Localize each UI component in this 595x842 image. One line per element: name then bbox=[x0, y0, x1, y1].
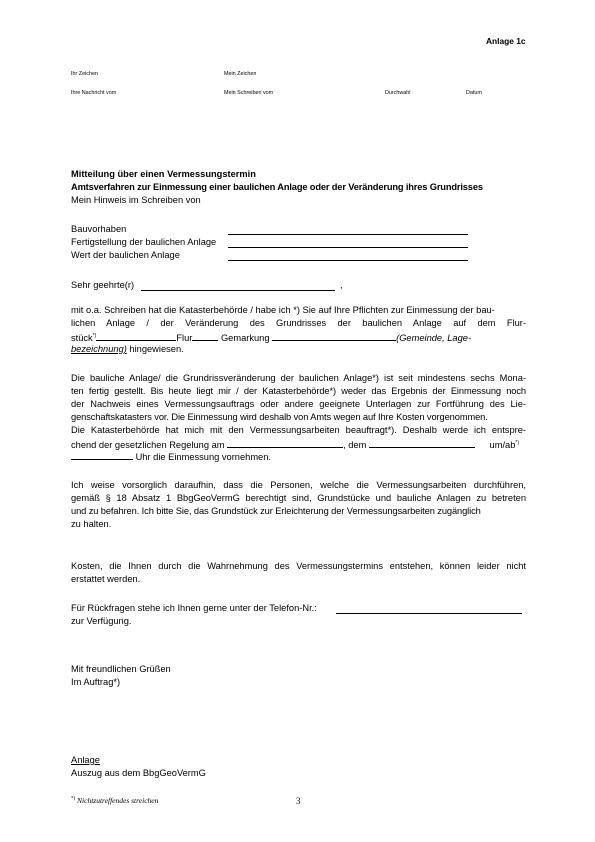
title-line3: Mein Hinweis im Schreiben von bbox=[71, 195, 201, 205]
field-value-line[interactable] bbox=[228, 260, 468, 261]
attachment-text: Auszug aus dem BbgGeoVermG bbox=[71, 768, 206, 778]
salutation-prefix: Sehr geehrte(r) bbox=[71, 280, 135, 290]
para4-line1: Kosten, die Ihnen durch die Wahrnehmung des Vermessungstermins entstehen, können leider nicht bbox=[71, 561, 526, 571]
attachment-heading: Anlage bbox=[71, 755, 100, 765]
ref-date: Datum bbox=[466, 90, 482, 96]
para2-line5: Die Katasterbehörde hat mich mit den Vermessungsarbeiten beauftragt*). Deshalb werde ich entspre- bbox=[71, 425, 526, 435]
title-line2: Amtsverfahren zur Einmessung einer baulichen Anlage oder der Veränderung ihres Grundrisses bbox=[71, 182, 483, 192]
ref-your-message: Ihre Nachricht vom bbox=[71, 90, 117, 96]
para2-line6: chend der gesetzlichen Regelung am , dem um/ab*) bbox=[71, 440, 520, 451]
para1-line3: stück*) Flur Gemarkung (Gemeinde, Lage- bbox=[71, 333, 472, 344]
field-completion-label: Fertigstellung der baulichen Anlage bbox=[71, 237, 217, 247]
para3-line2: gemäß § 18 Absatz 1 BbgGeoVermG berechtigt sind, Grundstücke und bauliche Anlagen zu betreten bbox=[71, 493, 526, 503]
para2-line3: der Nachweis eines Vermessungsauftrags oder andere geeignete Unterlagen zur Fortführung des Lie- bbox=[71, 399, 526, 409]
salutation-suffix: , bbox=[340, 280, 343, 290]
annex-label: Anlage 1c bbox=[486, 36, 526, 46]
para3-line1: Ich weise vorsorglich daraufhin, dass die Personen, welche die Vermessungsarbeiten durchführen, bbox=[71, 480, 526, 490]
field-value-label: Wert der baulichen Anlage bbox=[71, 250, 180, 260]
ref-my-sign: Mein Zeichen bbox=[224, 71, 257, 77]
field-project-line[interactable] bbox=[228, 234, 468, 235]
ref-my-letter: Mein Schreiben vom bbox=[224, 90, 274, 96]
para5-line2: zur Verfügung. bbox=[71, 616, 132, 626]
para2-line4: genschaftskatasters vor. Die Einmessung wird deshalb von Amts wegen auf Ihre Kosten vorgenommen. bbox=[71, 412, 488, 422]
field-project-label: Bauvorhaben bbox=[71, 224, 127, 234]
salutation-name-line[interactable] bbox=[141, 290, 335, 291]
page-number: 3 bbox=[296, 796, 301, 806]
para1-line4: bezeichnung) hingewiesen. bbox=[71, 344, 184, 354]
para2-line2: ten fertig gestellt. Bis heute liegt mir / der Katasterbehörde*) weder das Ergebnis der Einmessung noch bbox=[71, 386, 526, 396]
para2-line1: Die bauliche Anlage/ die Grundrissveränderung der baulichen Anlage*) ist seit mindestens sechs Mona- bbox=[71, 373, 526, 383]
closing-line2: Im Auftrag*) bbox=[71, 677, 121, 687]
para3-line3: und zu befahren. Ich bitte Sie, das Grundstück zur Erleichterung der Vermessungsarbeiten zugänglich bbox=[71, 506, 481, 516]
ref-extension: Durchwahl bbox=[385, 90, 411, 96]
phone-number-line[interactable] bbox=[336, 613, 522, 614]
para5-line1: Für Rückfragen stehe ich Ihnen gerne unter der Telefon-Nr.: bbox=[71, 603, 317, 613]
para4-line2: erstattet werden. bbox=[71, 574, 141, 584]
footnote: *) Nichtzutreffendes streichen bbox=[71, 796, 159, 805]
field-completion-line[interactable] bbox=[228, 247, 468, 248]
closing-line1: Mit freundlichen Grüßen bbox=[71, 664, 171, 674]
para2-line7: Uhr die Einmessung vornehmen. bbox=[71, 450, 271, 464]
para3-line4: zu halten. bbox=[71, 519, 112, 529]
para1-line1: mit o.a. Schreiben hat die Katasterbehörde / habe ich *) Sie auf Ihre Pflichten zur Einmessung der bau- bbox=[71, 305, 495, 315]
para1-line2: lichen Anlage / der Veränderung des Grundrisses der baulichen Anlage auf dem Flur- bbox=[71, 318, 526, 328]
ref-your-sign: Ihr Zeichen bbox=[71, 71, 98, 77]
title-line1: Mitteilung über einen Vermessungstermin bbox=[71, 169, 256, 179]
